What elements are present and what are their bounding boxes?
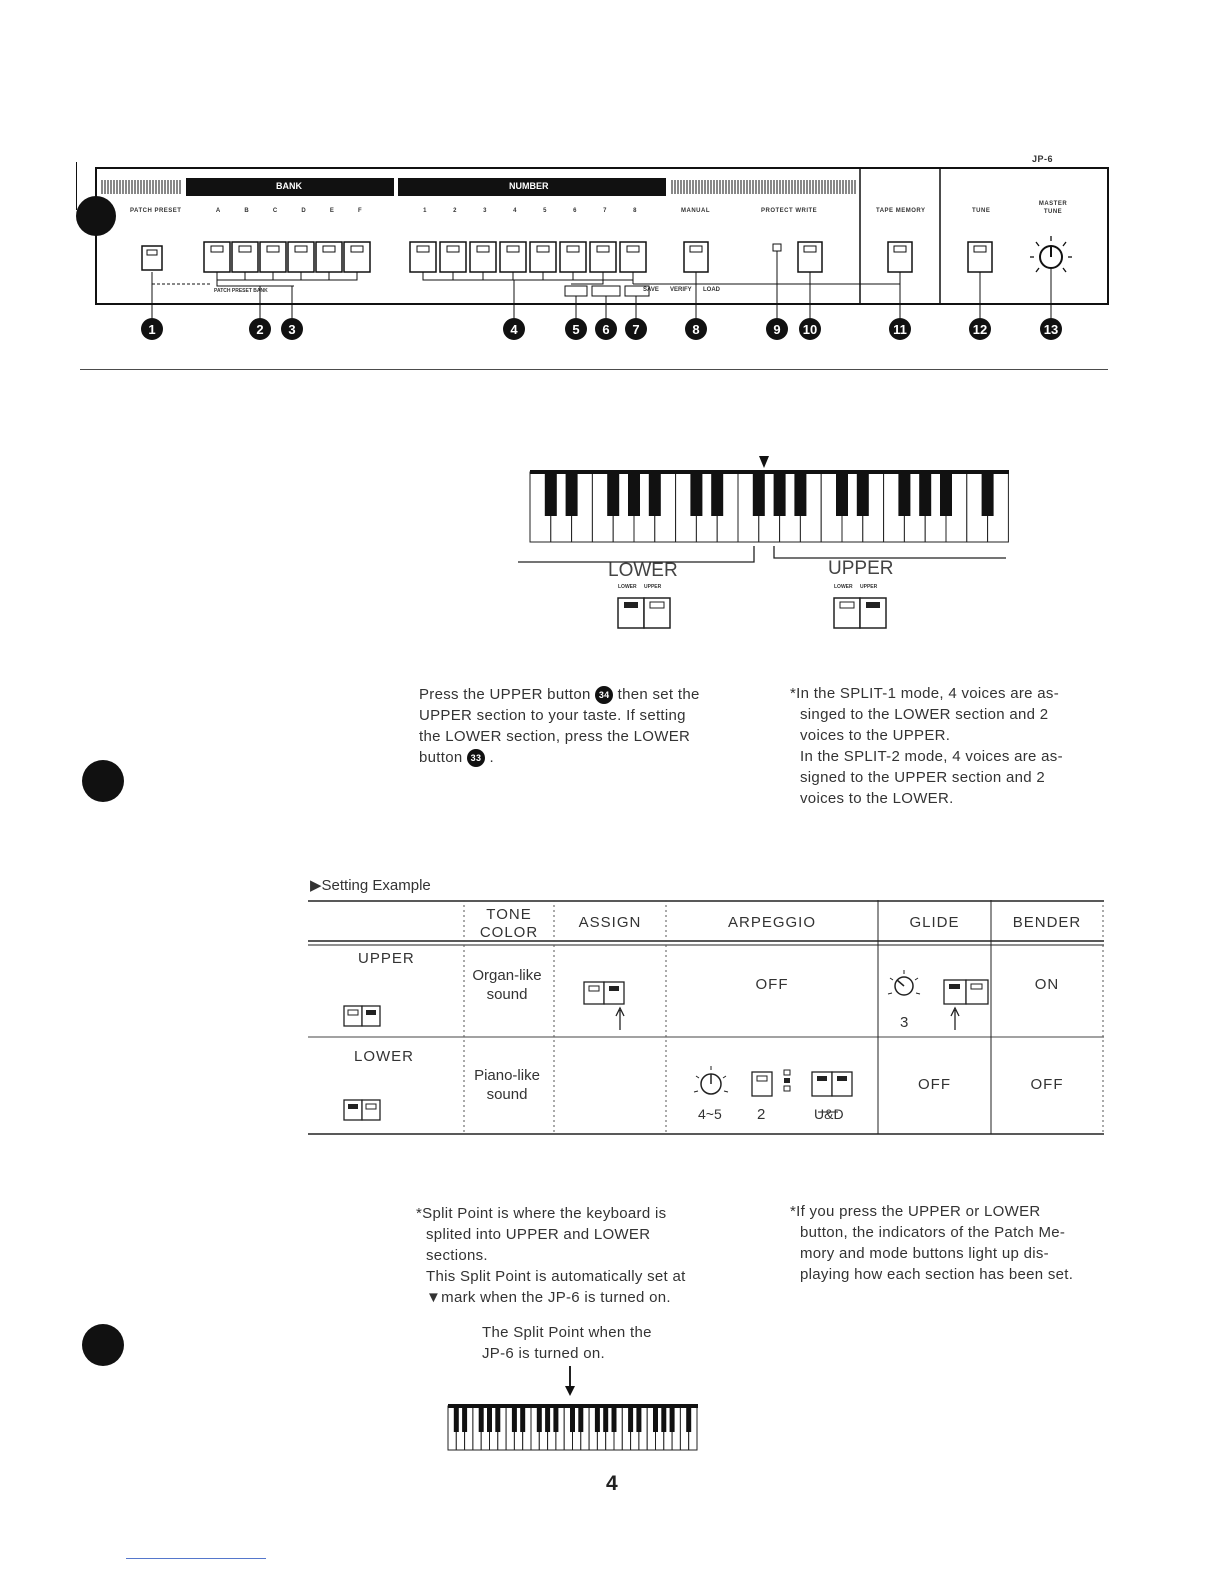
setting-example-table xyxy=(308,900,1104,1136)
bank-letter: B xyxy=(244,208,250,214)
text-line: the LOWER section, press the LOWER xyxy=(419,728,691,745)
black-key xyxy=(857,472,869,516)
black-key xyxy=(595,1406,600,1432)
black-key xyxy=(940,472,952,516)
black-key xyxy=(898,472,910,516)
lower-arp-range: 2 xyxy=(757,1106,766,1123)
black-key xyxy=(649,472,661,516)
black-key xyxy=(462,1406,467,1432)
small-upper: UPPER xyxy=(860,584,878,590)
callout-badge: 7 xyxy=(625,318,647,340)
black-key xyxy=(512,1406,517,1432)
black-key xyxy=(661,1406,666,1432)
text-line: JP-6 is turned on. xyxy=(482,1345,605,1362)
text-line: voices to the LOWER. xyxy=(800,790,954,807)
upper-label: UPPER xyxy=(828,558,894,579)
lower-arp-rate: 4~5 xyxy=(698,1106,722,1122)
text-line: mory and mode buttons light up dis- xyxy=(800,1245,1049,1262)
number-digit: 2 xyxy=(453,208,457,214)
upper-instructions xyxy=(419,684,739,768)
number-digit: 6 xyxy=(573,208,577,214)
black-key xyxy=(919,472,931,516)
text-line: In the SPLIT-2 mode, 4 voices are as- xyxy=(800,748,1063,765)
split-mark-icon xyxy=(759,456,769,468)
bank-letter: C xyxy=(272,208,278,214)
black-key xyxy=(686,1406,691,1432)
tone-line: sound xyxy=(486,1086,528,1103)
callout-badge: 11 xyxy=(889,318,911,340)
callout-badge: 2 xyxy=(249,318,271,340)
black-key xyxy=(537,1406,542,1432)
front-panel-drawing xyxy=(76,150,1116,370)
tone-line: sound xyxy=(486,986,528,1003)
black-key xyxy=(607,472,619,516)
number-header: NUMBER xyxy=(509,181,549,191)
small-upper: UPPER xyxy=(644,584,662,590)
setting-example-title: ▶Setting Example xyxy=(310,877,431,894)
row-label-lower: LOWER xyxy=(354,1048,415,1065)
small-lower: LOWER xyxy=(618,584,637,590)
text-line: voices to the UPPER. xyxy=(800,727,951,744)
upper-bender: ON xyxy=(1034,976,1060,993)
protect-write-label: PROTECT WRITE xyxy=(761,208,818,214)
black-key xyxy=(982,472,994,516)
save-label: SAVE xyxy=(643,287,659,293)
ref-badge: 34 xyxy=(595,686,613,704)
row-label-upper: UPPER xyxy=(358,950,415,967)
lower-label: LOWER xyxy=(608,560,678,581)
lower-glide: OFF xyxy=(918,1076,951,1093)
bank-letter: D xyxy=(301,208,307,214)
patch-preset-label: PATCH PRESET xyxy=(130,208,182,214)
number-digits xyxy=(410,208,650,214)
text-line: This Split Point is automatically set at xyxy=(426,1268,686,1285)
black-key xyxy=(487,1406,492,1432)
bank-letter: E xyxy=(329,208,335,214)
black-key xyxy=(836,472,848,516)
text-line: singed to the LOWER section and 2 xyxy=(800,706,1049,723)
black-key xyxy=(603,1406,608,1432)
text-line: *In the SPLIT-1 mode, 4 voices are as- xyxy=(790,685,1060,702)
binder-hole xyxy=(82,760,124,802)
callout-badge: 10 xyxy=(799,318,821,340)
black-key xyxy=(520,1406,525,1432)
lower-tone xyxy=(464,1066,550,1104)
callout-badge: 1 xyxy=(141,318,163,340)
callout-badge: 4 xyxy=(503,318,525,340)
small-keyboard-drawing xyxy=(446,1366,702,1452)
black-key xyxy=(454,1406,459,1432)
callout-badge: 5 xyxy=(565,318,587,340)
footer-rule xyxy=(126,1558,266,1559)
tune-label: TUNE xyxy=(972,208,991,214)
text-line: ▼mark when the JP-6 is turned on. xyxy=(426,1289,671,1306)
bank-letter: A xyxy=(215,208,221,214)
callout-badge: 13 xyxy=(1040,318,1062,340)
upper-small-labels xyxy=(834,584,877,590)
load-label: LOAD xyxy=(703,287,720,293)
table-grid xyxy=(308,900,1104,1136)
bank-letters xyxy=(204,208,374,214)
upper-glide-value: 3 xyxy=(900,1014,909,1031)
black-key xyxy=(566,472,578,516)
black-key xyxy=(578,1406,583,1432)
upper-tone xyxy=(464,966,550,1004)
text-line: button 33 . xyxy=(419,749,494,766)
small-keyboard xyxy=(446,1366,702,1452)
number-digit: 1 xyxy=(423,208,427,214)
black-key xyxy=(545,472,557,516)
number-digit: 5 xyxy=(543,208,547,214)
black-key xyxy=(553,1406,558,1432)
text-line: Press the UPPER button 34 then set the xyxy=(419,686,700,703)
black-key xyxy=(653,1406,658,1432)
manual-label: MANUAL xyxy=(681,208,710,214)
lower-small-labels xyxy=(618,584,661,590)
black-key xyxy=(628,472,640,516)
header-line: COLOR xyxy=(479,924,539,941)
black-key xyxy=(690,472,702,516)
header-glide: GLIDE xyxy=(909,914,960,931)
text-line: playing how each section has been set. xyxy=(800,1266,1074,1283)
text-line: signed to the UPPER section and 2 xyxy=(800,769,1046,786)
header-bender: BENDER xyxy=(1012,914,1082,931)
caption xyxy=(482,1322,742,1364)
verify-label: VERIFY xyxy=(670,287,692,293)
number-digit: 7 xyxy=(603,208,607,214)
black-key xyxy=(711,472,723,516)
callout-badge: 9 xyxy=(766,318,788,340)
black-key xyxy=(612,1406,617,1432)
front-panel xyxy=(76,150,1116,370)
text-line: UPPER section to your taste. If setting xyxy=(419,707,686,724)
black-key xyxy=(545,1406,550,1432)
black-key xyxy=(570,1406,575,1432)
bank-header: BANK xyxy=(276,181,302,191)
callout-badge: 3 xyxy=(281,318,303,340)
number-digit: 4 xyxy=(513,208,517,214)
page-number: 4 xyxy=(606,1472,618,1495)
master-tune-label: MASTER TUNE xyxy=(1038,201,1068,215)
text-line: splited into UPPER and LOWER xyxy=(426,1226,651,1243)
black-key xyxy=(670,1406,675,1432)
binder-hole xyxy=(82,1324,124,1366)
header-assign: ASSIGN xyxy=(578,914,642,931)
text-line: *Split Point is where the keyboard is xyxy=(416,1205,667,1222)
black-key xyxy=(794,472,806,516)
tone-line: Piano-like xyxy=(474,1067,540,1084)
number-digit: 3 xyxy=(483,208,487,214)
callout-badge: 12 xyxy=(969,318,991,340)
text-line: sections. xyxy=(426,1247,488,1264)
header-arpeggio: ARPEGGIO xyxy=(727,914,817,931)
indicator-note xyxy=(790,1201,1106,1285)
header-line: TONE xyxy=(486,906,532,923)
keyboard-drawing xyxy=(516,454,1012,634)
black-key xyxy=(753,472,765,516)
black-key xyxy=(636,1406,641,1432)
small-lower: LOWER xyxy=(834,584,853,590)
callout-badge: 8 xyxy=(685,318,707,340)
text-line: button, the indicators of the Patch Me- xyxy=(800,1224,1066,1241)
black-key xyxy=(495,1406,500,1432)
tone-line: Organ-like xyxy=(472,967,542,984)
upper-arpeggio: OFF xyxy=(755,976,789,993)
black-key xyxy=(628,1406,633,1432)
ref-badge: 33 xyxy=(467,749,485,767)
lower-bender: OFF xyxy=(1030,1076,1064,1093)
bank-letter: F xyxy=(358,208,363,214)
text-line: *If you press the UPPER or LOWER xyxy=(790,1203,1041,1220)
split-point-note xyxy=(416,1203,736,1308)
patch-preset-bank-label: PATCH PRESET BANK xyxy=(214,288,268,294)
number-digit: 8 xyxy=(633,208,637,214)
black-key xyxy=(774,472,786,516)
black-key xyxy=(479,1406,484,1432)
callout-badge: 6 xyxy=(595,318,617,340)
model-label: JP-6 xyxy=(1032,154,1054,164)
text-line: The Split Point when the xyxy=(482,1324,652,1341)
lower-arp-mode: U&D xyxy=(814,1106,844,1122)
split-mode-note xyxy=(790,683,1106,809)
header-tone-color xyxy=(464,906,554,942)
tape-memory-label: TAPE MEMORY xyxy=(876,208,926,214)
split-keyboard-diagram xyxy=(516,454,1012,634)
